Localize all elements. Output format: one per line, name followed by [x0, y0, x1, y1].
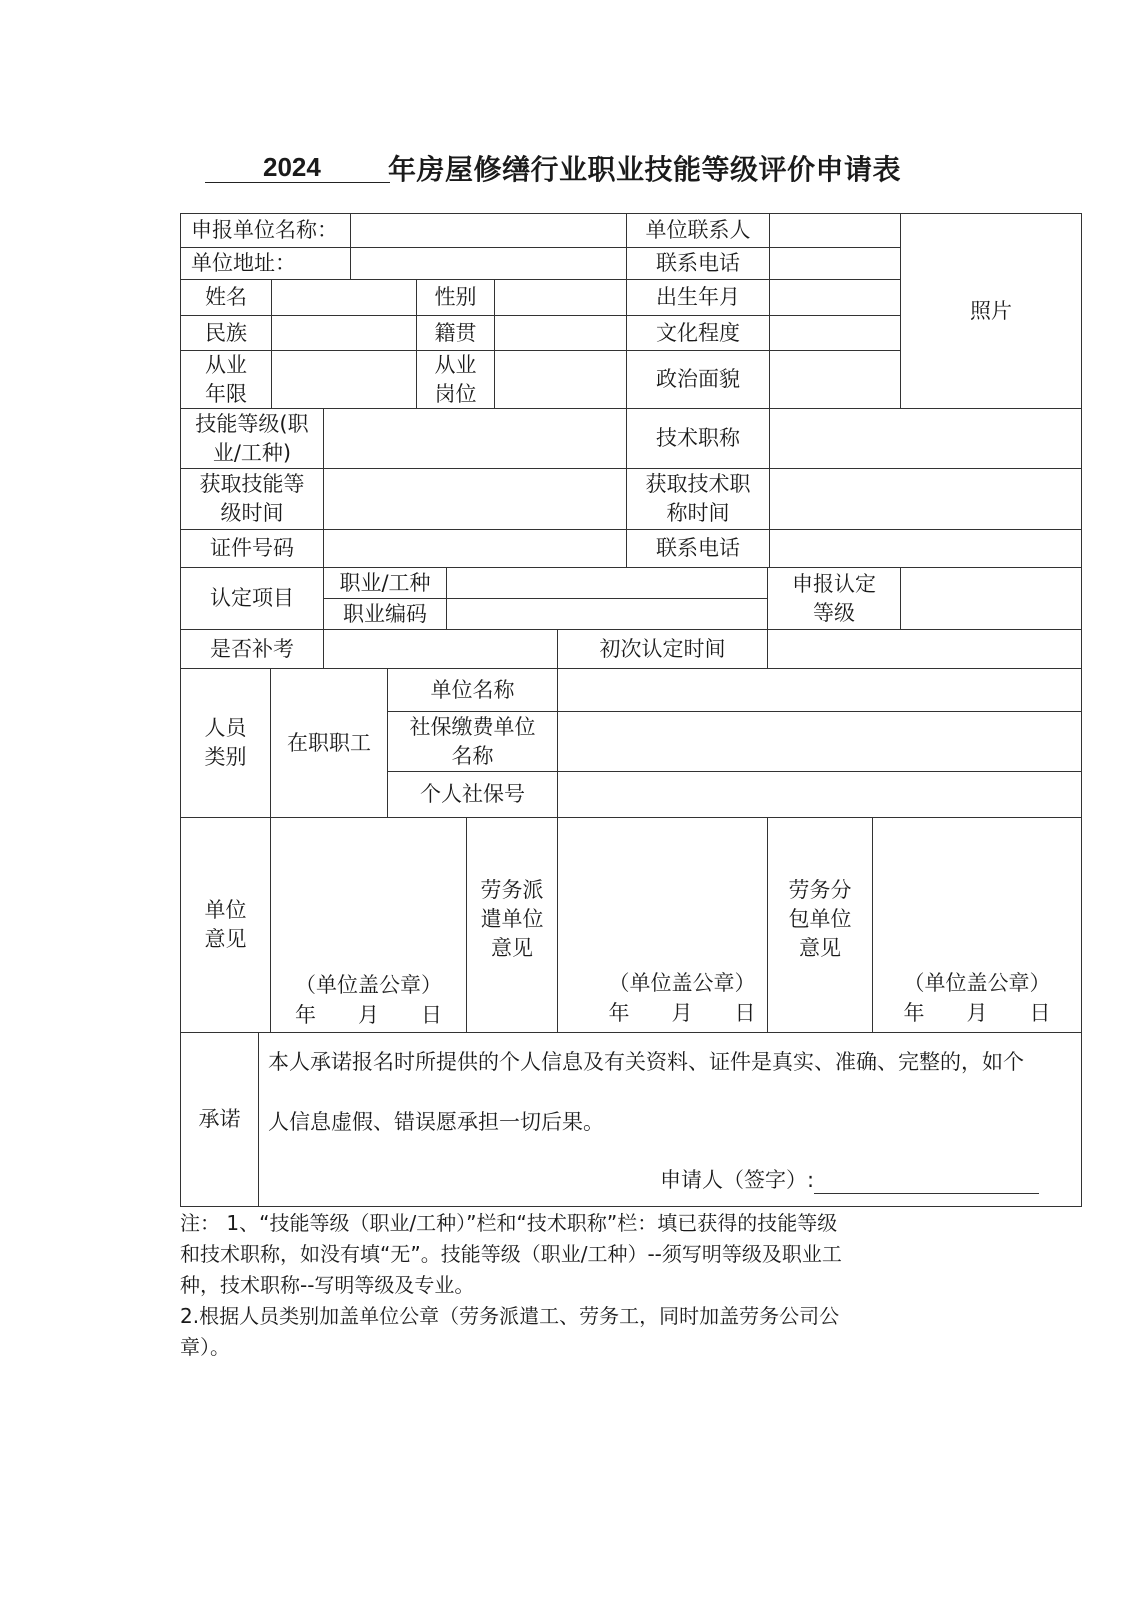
label-years-in-field: 从业 年限	[180, 350, 272, 409]
field-is-retake[interactable]	[323, 629, 558, 669]
field-unit-contact-person[interactable]	[769, 213, 901, 248]
field-contact-phone-2[interactable]	[769, 529, 1082, 568]
title-text: 年房屋修缮行业职业技能等级评价申请表	[388, 153, 902, 186]
field-social-security-unit-name[interactable]	[557, 711, 1082, 772]
label-unit-contact-person: 单位联系人	[626, 213, 770, 248]
field-applicant-unit-name[interactable]	[350, 213, 627, 248]
label-birth-date: 出生年月	[626, 279, 770, 316]
signature-label: 申请人（签字）:	[660, 1168, 815, 1192]
field-job-position[interactable]	[494, 350, 627, 409]
field-name[interactable]	[271, 279, 417, 316]
label-personnel-category: 人员 类别	[180, 668, 271, 818]
label-declared-level: 申报认定 等级	[767, 567, 901, 630]
label-contact-phone: 联系电话	[626, 247, 770, 280]
field-declared-level[interactable]	[900, 567, 1082, 630]
label-skill-level-date: 获取技能等 级时间	[180, 468, 324, 530]
label-employer-name: 单位名称	[387, 668, 558, 712]
label-native-place: 籍贯	[416, 315, 495, 351]
field-native-place[interactable]	[494, 315, 627, 351]
note-line-4: 2.根据人员类别加盖单位公章（劳务派遣工、劳务工，同时加盖劳务公司公	[180, 1304, 840, 1328]
label-social-security-unit-name: 社保缴费单位 名称	[387, 711, 558, 772]
field-education[interactable]	[769, 315, 901, 351]
field-contact-phone[interactable]	[769, 247, 901, 280]
field-skill-level[interactable]	[323, 408, 627, 469]
unit-stamp-note: （单位盖公章） 年 月 日	[295, 973, 442, 1027]
title-year: 2024	[263, 152, 321, 182]
label-gender: 性别	[416, 279, 495, 316]
label-dispatch-unit-opinion: 劳务派 遣单位 意见	[466, 817, 558, 1033]
label-subcontract-unit-opinion: 劳务分 包单位 意见	[767, 817, 873, 1033]
label-contact-phone-2: 联系电话	[626, 529, 770, 568]
note-line-5: 章）。	[180, 1335, 230, 1359]
signature-row	[660, 1164, 1039, 1194]
label-political-status: 政治面貌	[626, 350, 770, 409]
field-skill-level-date[interactable]	[323, 468, 627, 530]
label-id-number: 证件号码	[180, 529, 324, 568]
field-first-certification-time[interactable]	[767, 629, 1082, 669]
dispatch-stamp-note: （单位盖公章） 年 月 日	[608, 971, 756, 1025]
signature-field[interactable]	[814, 1171, 1039, 1194]
field-technical-title-date[interactable]	[769, 468, 1082, 530]
label-occupation-code: 职业编码	[323, 598, 447, 630]
pledge-line-2: 人信息虚假、错误愿承担一切后果。	[268, 1110, 604, 1134]
subcontract-stamp-note: （单位盖公章） 年 月 日	[903, 971, 1051, 1025]
field-technical-title[interactable]	[769, 408, 1082, 469]
field-personal-social-security-no[interactable]	[557, 771, 1082, 818]
field-employer-name[interactable]	[557, 668, 1082, 712]
label-unit-opinion: 单位 意见	[180, 817, 271, 1033]
note-line-1: 注： 1、“技能等级（职业/工种）”栏和“技术职称”栏：填已获得的技能等级	[180, 1211, 838, 1235]
field-political-status[interactable]	[769, 350, 901, 409]
label-certification-item: 认定项目	[180, 567, 324, 630]
label-personal-social-security-no: 个人社保号	[387, 771, 558, 818]
label-applicant-unit-name: 申报单位名称：	[180, 213, 351, 248]
label-is-retake: 是否补考	[180, 629, 324, 669]
label-name: 姓名	[180, 279, 272, 316]
label-first-certification-time: 初次认定时间	[557, 629, 768, 669]
field-years-in-field[interactable]	[271, 350, 417, 409]
field-id-number[interactable]	[323, 529, 627, 568]
label-occupation: 职业/工种	[323, 567, 447, 599]
note-line-2: 和技术职称，如没有填“无”。技能等级（职业/工种）--须写明等级及职业工	[180, 1242, 842, 1266]
label-job-position: 从业 岗位	[416, 350, 495, 409]
label-pledge: 承诺	[180, 1032, 259, 1207]
label-skill-level: 技能等级(职 业/工种)	[180, 408, 324, 469]
pledge-line-1: 本人承诺报名时所提供的个人信息及有关资料、证件是真实、准确、完整的，如个	[268, 1050, 1024, 1074]
field-occupation[interactable]	[446, 567, 768, 599]
label-unit-address: 单位地址：	[180, 247, 351, 280]
note-line-3: 种，技术职称--写明等级及专业。	[180, 1273, 475, 1297]
notes	[180, 1208, 970, 1363]
field-birth-date[interactable]	[769, 279, 901, 316]
label-ethnicity: 民族	[180, 315, 272, 351]
label-education: 文化程度	[626, 315, 770, 351]
field-ethnicity[interactable]	[271, 315, 417, 351]
photo-box[interactable]: 照片	[900, 213, 1082, 409]
field-gender[interactable]	[494, 279, 627, 316]
field-occupation-code[interactable]	[446, 598, 768, 630]
label-technical-title: 技术职称	[626, 408, 770, 469]
field-unit-address[interactable]	[350, 247, 627, 280]
label-technical-title-date: 获取技术职 称时间	[626, 468, 770, 530]
label-employee: 在职职工	[270, 668, 388, 818]
form-title	[205, 148, 965, 188]
